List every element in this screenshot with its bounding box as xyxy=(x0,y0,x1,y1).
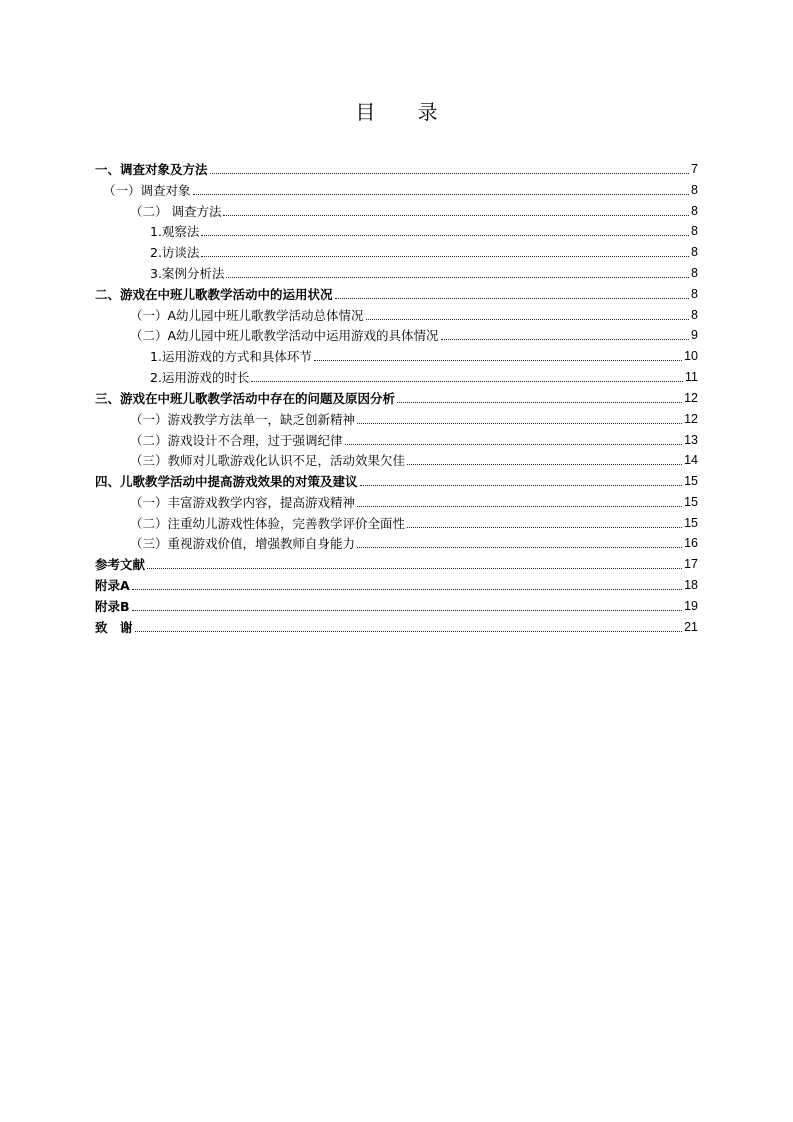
toc-entry-references[interactable] xyxy=(95,552,698,572)
toc-entry-label: （二）游戏设计不合理，过于强调纪律 xyxy=(130,433,343,448)
toc-entry-section-2[interactable] xyxy=(95,282,698,302)
toc-entry-page: 13 xyxy=(684,433,698,447)
toc-entry-page: 16 xyxy=(684,536,698,550)
toc-entry-page: 17 xyxy=(684,557,698,571)
toc-entry-page: 8 xyxy=(691,245,698,259)
toc-entry-appendix-b[interactable] xyxy=(95,594,698,614)
dot-leader xyxy=(357,547,682,548)
page-title: 目 录 xyxy=(355,100,456,124)
toc-entry-label: （二） 调查方法 xyxy=(130,204,222,219)
dot-leader xyxy=(201,235,689,236)
toc-entry-page: 9 xyxy=(691,328,698,342)
toc-entry-page: 15 xyxy=(684,474,698,488)
toc-entry-3-2[interactable] xyxy=(130,428,698,448)
toc-entry-page: 19 xyxy=(684,599,698,613)
toc-entry-2-1[interactable] xyxy=(130,303,698,323)
toc-entry-page: 8 xyxy=(691,224,698,238)
dot-leader xyxy=(335,298,690,299)
dot-leader xyxy=(226,277,689,278)
toc-entry-label: 3.案例分析法 xyxy=(150,266,225,281)
toc-entry-page: 15 xyxy=(684,495,698,509)
toc-entry-1-2-2[interactable] xyxy=(150,240,698,260)
dot-leader xyxy=(132,610,683,611)
dot-leader xyxy=(407,527,682,528)
toc-entry-section-3[interactable] xyxy=(95,386,698,406)
toc-entry-label: 一、调查对象及方法 xyxy=(95,162,208,177)
toc-entry-label: 二、游戏在中班儿歌教学活动中的运用状况 xyxy=(95,287,333,302)
toc-entry-page: 10 xyxy=(684,349,698,363)
toc-entry-1-1[interactable] xyxy=(103,178,698,198)
dot-leader xyxy=(135,631,683,632)
toc-entry-label: （一）丰富游戏教学内容，提高游戏精神 xyxy=(130,495,356,510)
dot-leader xyxy=(193,194,690,195)
toc-entry-label: 致 谢 xyxy=(95,620,133,635)
toc-entry-1-2[interactable] xyxy=(130,199,698,219)
toc-entry-page: 8 xyxy=(691,204,698,218)
toc-entry-page: 8 xyxy=(691,266,698,280)
dot-leader xyxy=(441,339,689,340)
toc-entry-4-1[interactable] xyxy=(130,490,698,510)
toc-entry-page: 12 xyxy=(684,391,698,405)
toc-entry-section-4[interactable] xyxy=(95,469,698,489)
toc-entry-section-1[interactable] xyxy=(95,157,698,177)
toc-entry-label: 1.运用游戏的方式和具体环节 xyxy=(150,349,312,364)
toc-entry-2-2[interactable] xyxy=(130,323,698,343)
toc-entry-2-2-2[interactable] xyxy=(150,365,698,385)
toc-entry-label: 附录B xyxy=(95,599,130,614)
toc-entry-label: （二）注重幼儿游戏性体验，完善教学评价全面性 xyxy=(130,516,406,531)
toc-entry-label: 四、儿歌教学活动中提高游戏效果的对策及建议 xyxy=(95,474,358,489)
toc-entry-label: （三）重视游戏价值，增强教师自身能力 xyxy=(130,536,356,551)
toc-entry-1-2-3[interactable] xyxy=(150,261,698,281)
toc-entry-page: 8 xyxy=(691,183,698,197)
toc-entry-acknowledgements[interactable] xyxy=(95,615,698,635)
toc-entry-page: 21 xyxy=(684,620,698,634)
dot-leader xyxy=(314,360,682,361)
toc-entry-label: 附录A xyxy=(95,578,130,593)
toc-entry-3-1[interactable] xyxy=(130,407,698,427)
dot-leader xyxy=(345,444,683,445)
toc-entry-label: （二）A幼儿园中班儿歌教学活动中运用游戏的具体情况 xyxy=(130,328,439,343)
toc-entry-label: （一）A幼儿园中班儿歌教学活动总体情况 xyxy=(130,308,364,323)
toc-entry-page: 7 xyxy=(691,162,698,176)
toc-entry-label: 2.运用游戏的时长 xyxy=(150,370,250,385)
dot-leader xyxy=(132,589,682,590)
toc-entry-3-3[interactable] xyxy=(130,448,698,468)
dot-leader xyxy=(201,256,689,257)
dot-leader xyxy=(223,215,689,216)
toc-entry-label: 1.观察法 xyxy=(150,224,200,239)
toc-entry-label: 三、游戏在中班儿歌教学活动中存在的问题及原因分析 xyxy=(95,391,396,406)
dot-leader xyxy=(147,568,682,569)
toc-entry-label: （三）教师对儿歌游戏化认识不足，活动效果欠佳 xyxy=(130,453,406,468)
toc-entry-appendix-a[interactable] xyxy=(95,573,698,593)
dot-leader xyxy=(360,485,683,486)
dot-leader xyxy=(210,173,690,174)
toc-entry-4-3[interactable] xyxy=(130,531,698,551)
toc-entry-page: 18 xyxy=(684,578,698,592)
dot-leader xyxy=(397,402,682,403)
toc-entry-1-2-1[interactable] xyxy=(150,219,698,239)
toc-entry-page: 11 xyxy=(685,370,698,384)
dot-leader xyxy=(357,506,682,507)
toc-entry-page: 14 xyxy=(684,453,698,467)
toc-entry-page: 8 xyxy=(691,308,698,322)
toc-entry-label: 参考文献 xyxy=(95,557,146,572)
dot-leader xyxy=(366,319,689,320)
toc-entry-label: （一）游戏教学方法单一，缺乏创新精神 xyxy=(130,412,356,427)
toc-entry-label: （一）调查对象 xyxy=(103,183,191,198)
toc-entry-page: 15 xyxy=(684,516,698,530)
toc-entry-page: 8 xyxy=(691,287,698,301)
toc-entry-label: 2.访谈法 xyxy=(150,245,200,260)
toc-entry-2-2-1[interactable] xyxy=(150,344,698,364)
toc-entry-page: 12 xyxy=(684,412,698,426)
dot-leader xyxy=(407,464,682,465)
dot-leader xyxy=(251,381,683,382)
dot-leader xyxy=(357,423,682,424)
toc-entry-4-2[interactable] xyxy=(130,511,698,531)
